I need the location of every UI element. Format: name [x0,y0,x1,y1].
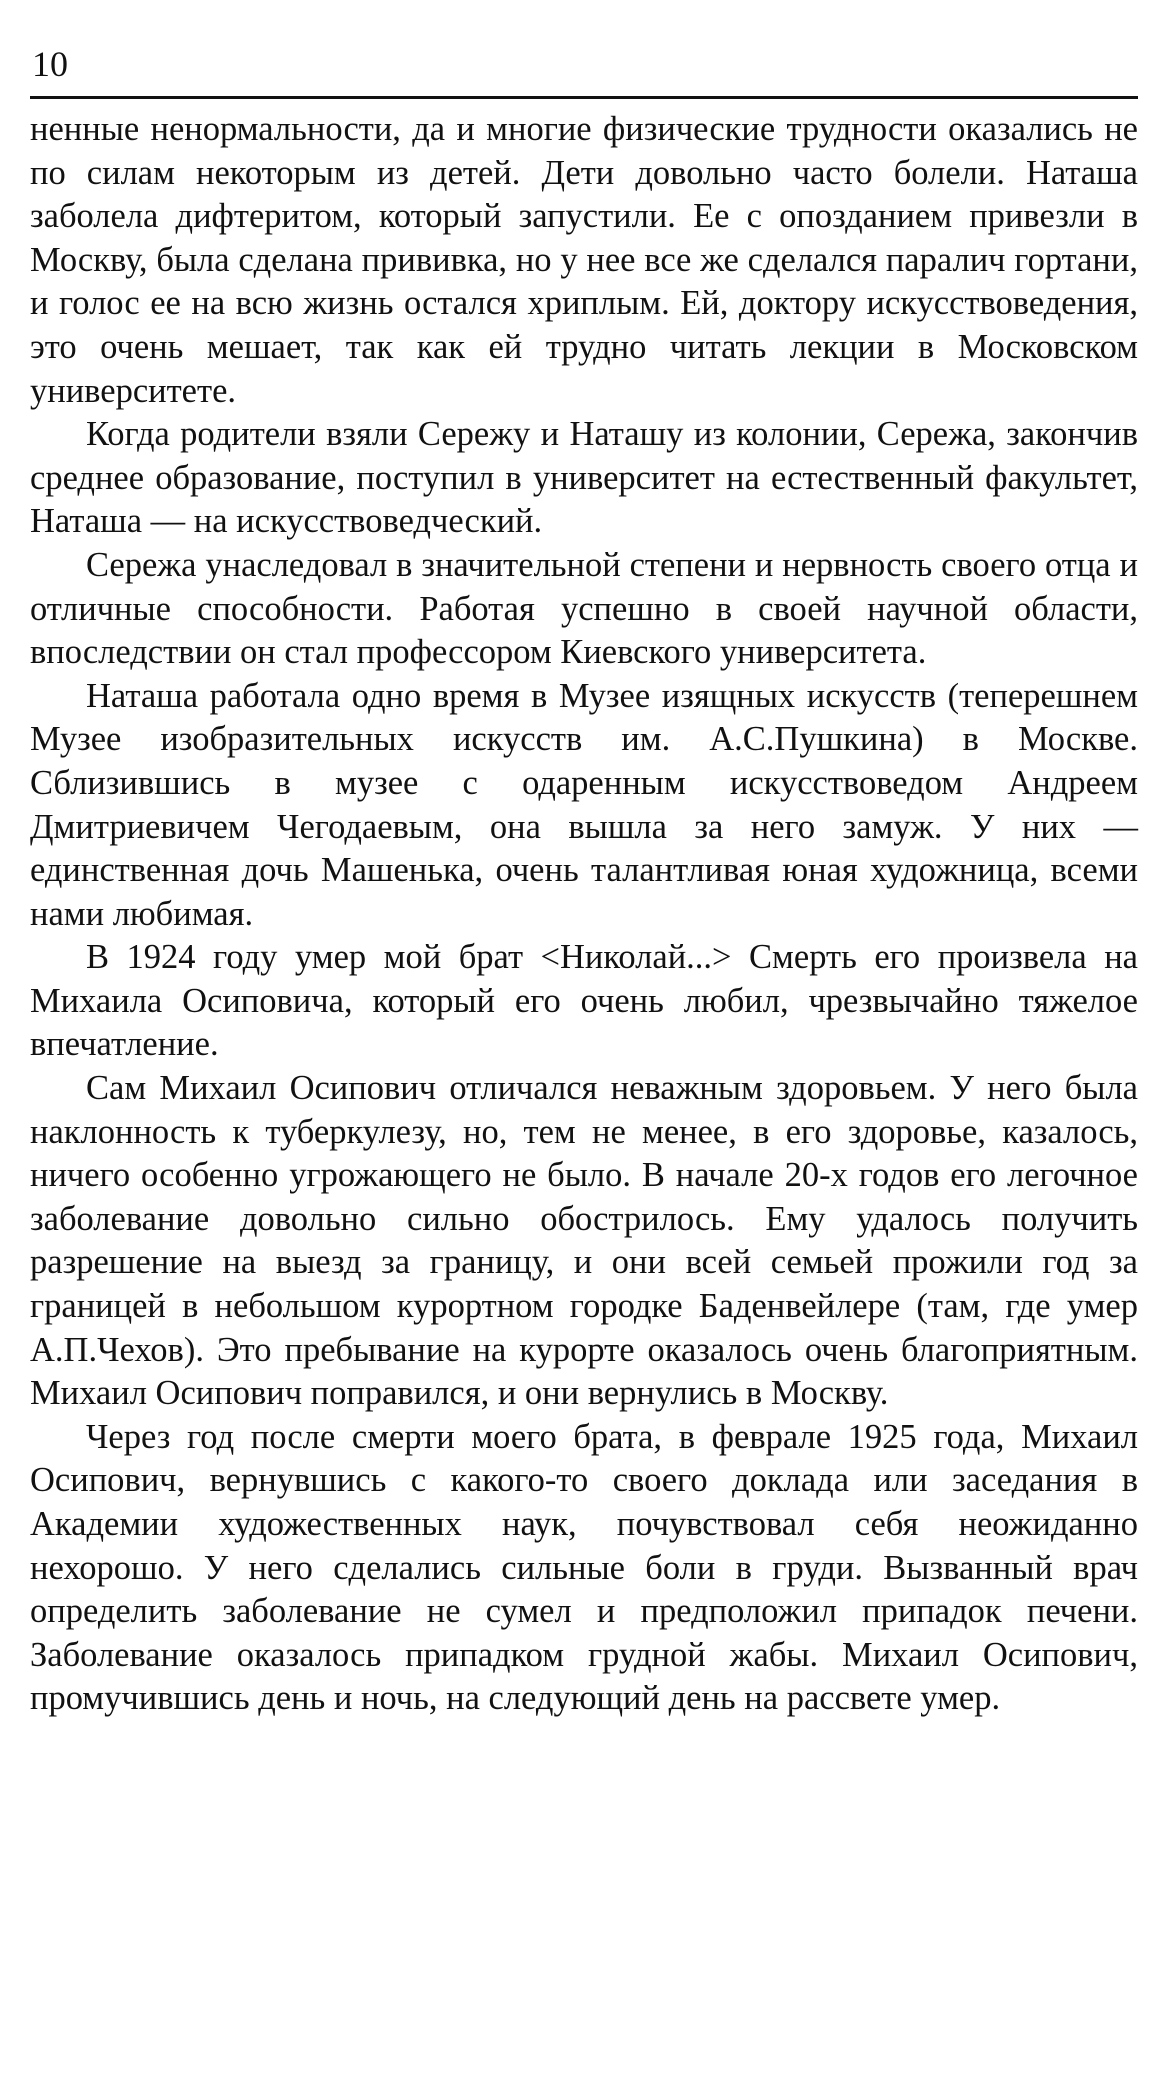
paragraph: Когда родители взяли Сережу и Наташу из колонии, Сережа, закончив среднее образование, поступил в университет на естественный факультет, Наташа — на искусствоведческий. [30,415,1138,541]
paragraph: В 1924 году умер мой брат <Николай...> Смерть его произвела на Михаила Осиповича, который его очень любил, чрезвычайно тяжелое впечатление. [30,938,1138,1064]
paragraph: Сережа унаследовал в значительной степени и нервность своего отца и отличные способности. Работая успешно в своей научной области, впоследствии он стал профессором Киевского университета. [30,545,1138,672]
page-number: 10 [32,44,68,84]
paragraph: Через год после смерти моего брата, в феврале 1925 года, Михаил Осипович, вернувшись с какого-то своего доклада или заседания в Академии художественных наук, почувствовал себя неожиданно нехорошо. У него сделались сильные боли в груди. Вызванный врач определить заболевание не сумел и предположил припадок печени. Заболевание оказалось припадком грудной жабы. Михаил Осипович, промучившись день и ночь, на следующий день на рассвете умер. [30,1417,1138,1718]
paragraph-continuation: ненные ненормальности, да и многие физические трудности оказались не по силам некоторым из детей. Дети довольно часто болели. Наташа заболела дифтеритом, который запустили. Ее с опозданием привезли в Москву, была сделана прививка, но у нее все же сделался паралич гортани, и голос ее на всю жизнь остался хриплым. Ей, доктору искусствоведения, это очень мешает, так как ей трудно читать лекции в Московском университете. [30,110,1138,410]
paragraph: Сам Михаил Осипович отличался неважным здоровьем. У него была наклонность к туберкулезу, но, тем не менее, в его здоровье, казалось, ничего особенно угрожающего не было. В начале 20-х годов его легочное заболевание довольно сильно обострилось. Ему удалось получить разрешение на выезд за границу, и они всей семьей прожили год за границей в небольшом курортном городке Баденвейлере (там, где умер А.П.Чехов). Это пребывание на курорте оказалось очень благоприятным. Михаил Осипович поправился, и они вернулись в Москву. [30,1069,1138,1413]
page-header [30,40,1138,98]
body-text [30,108,1138,1721]
book-page [30,40,1138,1721]
paragraph: Наташа работала одно время в Музее изящных искусств (теперешнем Музее изобразительных искусств им. А.С.Пушкина) в Москве. Сблизившись в музее с одаренным искусствоведом Андреем Дмитриевичем Чегодаевым, она вышла за него замуж. У них — единственная дочь Машенька, очень талантливая юная художница, всеми нами любимая. [30,676,1138,933]
header-rule [30,96,1138,99]
